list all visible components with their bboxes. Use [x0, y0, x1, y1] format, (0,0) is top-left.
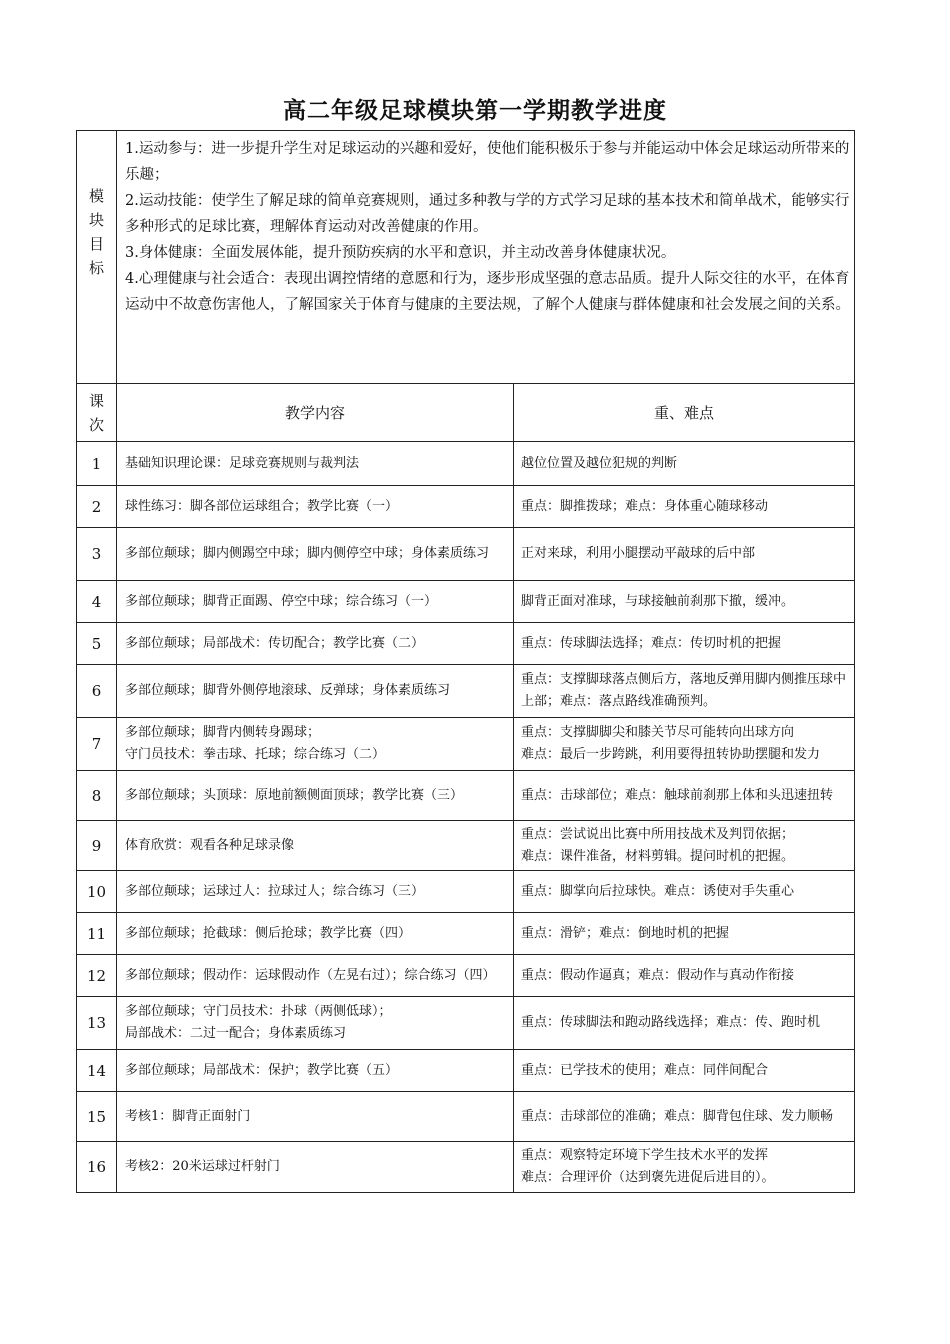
lesson-number: 14 [77, 1050, 117, 1092]
lesson-key-line: 重点：击球部位的准确；难点：脚背包住球、发力顺畅 [521, 1108, 834, 1124]
lesson-key-line: 重点：脚推拨球；难点：身体重心随球移动 [521, 498, 769, 514]
header-row [77, 384, 855, 442]
lesson-number: 5 [77, 623, 117, 665]
lesson-key-points [514, 486, 855, 528]
lesson-row [77, 871, 855, 913]
lesson-row [77, 771, 855, 821]
lesson-row [77, 486, 855, 528]
lesson-key-points [514, 1092, 855, 1142]
lesson-content-line: 多部位颠球；脚背内侧转身踢球； [125, 725, 321, 740]
lesson-content-line: 考核1：脚背正面射门 [125, 1108, 251, 1124]
lesson-number: 9 [77, 821, 117, 871]
lesson-number: 3 [77, 528, 117, 581]
lesson-content-line: 多部位颠球；头顶球：原地前额侧面顶球；教学比赛（三） [125, 787, 464, 803]
content-header: 教学内容 [117, 384, 514, 442]
lesson-key-line: 重点：假动作逼真；难点：假动作与真动作衔接 [521, 967, 795, 983]
lesson-key-line: 重点：滑铲；难点：倒地时机的把握 [521, 925, 730, 941]
lesson-content [117, 955, 514, 997]
lesson-number: 16 [77, 1142, 117, 1193]
lesson-key-points [514, 821, 855, 871]
lesson-number: 2 [77, 486, 117, 528]
lesson-content [117, 581, 514, 623]
lesson-key-line: 重点：击球部位；难点：触球前刹那上体和头迅速扭转 [521, 787, 834, 803]
lesson-key-line: 脚背正面对准球，与球接触前刹那下撤，缓冲。 [521, 593, 795, 609]
lesson-key-points [514, 955, 855, 997]
lesson-content [117, 1142, 514, 1193]
lesson-number: 15 [77, 1092, 117, 1142]
lesson-key-line: 重点：传球脚法选择；难点：传切时机的把握 [521, 635, 782, 651]
objective-item: 2.运动技能：使学生了解足球的简单竞赛规则，通过多种教与学的方式学习足球的基本技术和简单战术，能够实行多种形式的足球比赛，理解体育运动对改善健康的作用。 [125, 193, 850, 235]
lesson-content [117, 871, 514, 913]
lesson-row [77, 1092, 855, 1142]
lesson-content-line: 局部战术：二过一配合；身体素质练习 [125, 1026, 347, 1041]
lesson-content-line: 基础知识理论课：足球竞赛规则与裁判法 [125, 455, 360, 471]
lesson-content-line: 多部位颠球；脚内侧踢空中球；脚内侧停空中球；身体素质练习 [125, 546, 490, 561]
lesson-content-line: 守门员技术：拳击球、托球；综合练习（二） [125, 747, 386, 762]
lesson-key-line: 重点：支撑脚脚尖和膝关节尽可能转向出球方向 [521, 725, 795, 740]
lesson-content-line: 多部位颠球；局部战术：保护；教学比赛（五） [125, 1062, 399, 1078]
lesson-content-line: 考核2：20米运球过杆射门 [125, 1159, 280, 1174]
lesson-key-points [514, 665, 855, 718]
lesson-key-line: 难点：合理评价（达到褒先进促后进目的）。 [521, 1170, 775, 1185]
lesson-number: 11 [77, 913, 117, 955]
objectives-label-char: 目 [88, 235, 104, 253]
lesson-row [77, 997, 855, 1050]
lesson-key-line: 难点：最后一步跨跳，利用要得扭转协助摆腿和发力 [521, 747, 821, 762]
objectives-label [77, 131, 117, 384]
lesson-content [117, 665, 514, 718]
lesson-key-line: 重点：尝试说出比赛中所用技战术及判罚依据； [521, 826, 795, 842]
lesson-key-line: 重点：观察特定环境下学生技术水平的发挥 [521, 1148, 769, 1163]
lesson-content [117, 442, 514, 486]
lesson-number-header [77, 384, 117, 442]
lesson-number: 4 [77, 581, 117, 623]
lesson-content-line: 多部位颠球；守门员技术：扑球（两侧低球）； [125, 1004, 392, 1019]
lesson-row [77, 623, 855, 665]
page-title: 高二年级足球模块第一学期教学进度 [283, 98, 667, 124]
lesson-number: 12 [77, 955, 117, 997]
lesson-number: 10 [77, 871, 117, 913]
objective-item: 3.身体健康：全面发展体能，提升预防疾病的水平和意识，并主动改善身体健康状况。 [125, 245, 676, 261]
lesson-content-line: 多部位颠球；假动作：运球假动作（左晃右过）；综合练习（四） [125, 967, 496, 983]
objectives-text [117, 131, 855, 384]
lesson-key-points [514, 1142, 855, 1193]
lesson-row [77, 821, 855, 871]
lesson-content [117, 821, 514, 871]
lesson-key-line: 重点：已学技术的使用；难点：同伴间配合 [521, 1062, 769, 1078]
lesson-key-points [514, 623, 855, 665]
lesson-content-line: 体育欣赏：观看各种足球录像 [125, 837, 295, 853]
objectives-row [77, 131, 855, 384]
lesson-content-line: 多部位颠球；脚背正面踢、停空中球；综合练习（一） [125, 593, 438, 609]
lesson-number: 6 [77, 665, 117, 718]
key-points-header: 重、难点 [514, 384, 855, 442]
lesson-row [77, 955, 855, 997]
lesson-key-points [514, 442, 855, 486]
schedule-table [76, 130, 855, 1193]
lesson-header-char: 课 [88, 391, 104, 410]
lesson-key-points [514, 528, 855, 581]
lesson-row [77, 665, 855, 718]
lesson-content-line: 多部位颠球；局部战术：传切配合；教学比赛（二） [125, 635, 425, 651]
lesson-content-line: 多部位颠球；抢截球：侧后抢球；教学比赛（四） [125, 925, 412, 941]
lesson-content [117, 771, 514, 821]
lesson-row [77, 718, 855, 771]
lesson-key-line: 正对来球，利用小腿摆动平敲球的后中部 [521, 546, 756, 561]
lesson-row [77, 581, 855, 623]
lesson-content-line: 多部位颠球；脚背外侧停地滚球、反弹球；身体素质练习 [125, 683, 451, 698]
lesson-row [77, 528, 855, 581]
lesson-content-line: 球性练习：脚各部位运球组合；教学比赛（一） [125, 498, 399, 514]
lesson-content [117, 528, 514, 581]
lesson-key-points [514, 1050, 855, 1092]
lesson-content-line: 多部位颠球；运球过人：拉球过人；综合练习（三） [125, 883, 425, 899]
lesson-header-char: 次 [88, 415, 104, 434]
lesson-key-line: 重点：支撑脚球落点侧后方，落地反弹用脚内侧推压球中上部；难点：落点路线准确预判。 [521, 672, 847, 709]
lesson-key-points [514, 771, 855, 821]
lesson-key-points [514, 997, 855, 1050]
lesson-number: 7 [77, 718, 117, 771]
lesson-content [117, 718, 514, 771]
lesson-content [117, 486, 514, 528]
lesson-content [117, 997, 514, 1050]
lesson-key-points [514, 913, 855, 955]
lesson-key-points [514, 581, 855, 623]
lesson-row [77, 442, 855, 486]
lesson-content [117, 913, 514, 955]
lesson-row [77, 913, 855, 955]
objective-item: 4.心理健康与社会适合：表现出调控情绪的意愿和行为，逐步形成坚强的意志品质。提升人际交往的水平，在体育运动中不故意伤害他人，了解国家关于体育与健康的主要法规，了解个人健康与群体健康和社会发展之间的关系。 [125, 271, 850, 313]
objectives-label-char: 模 [88, 187, 104, 205]
lesson-number: 13 [77, 997, 117, 1050]
lesson-key-points [514, 871, 855, 913]
lesson-key-line: 重点：脚掌向后拉球快。难点：诱使对手失重心 [521, 883, 795, 899]
objectives-label-char: 标 [88, 259, 104, 277]
lesson-content [117, 1050, 514, 1092]
lesson-content [117, 623, 514, 665]
lesson-number: 1 [77, 442, 117, 486]
lesson-key-points [514, 718, 855, 771]
lesson-key-line: 越位位置及越位犯规的判断 [521, 455, 678, 471]
lesson-row [77, 1142, 855, 1193]
lesson-key-line: 难点：课件准备，材料剪辑。提问时机的把握。 [521, 848, 795, 864]
lesson-key-line: 重点：传球脚法和跑动路线选择；难点：传、跑时机 [521, 1015, 821, 1030]
lesson-content [117, 1092, 514, 1142]
objective-item: 1.运动参与：进一步提升学生对足球运动的兴趣和爱好，使他们能积极乐于参与并能运动中体会足球运动所带来的乐趣； [125, 141, 850, 183]
lesson-number: 8 [77, 771, 117, 821]
objectives-label-char: 块 [88, 211, 104, 229]
lesson-row [77, 1050, 855, 1092]
